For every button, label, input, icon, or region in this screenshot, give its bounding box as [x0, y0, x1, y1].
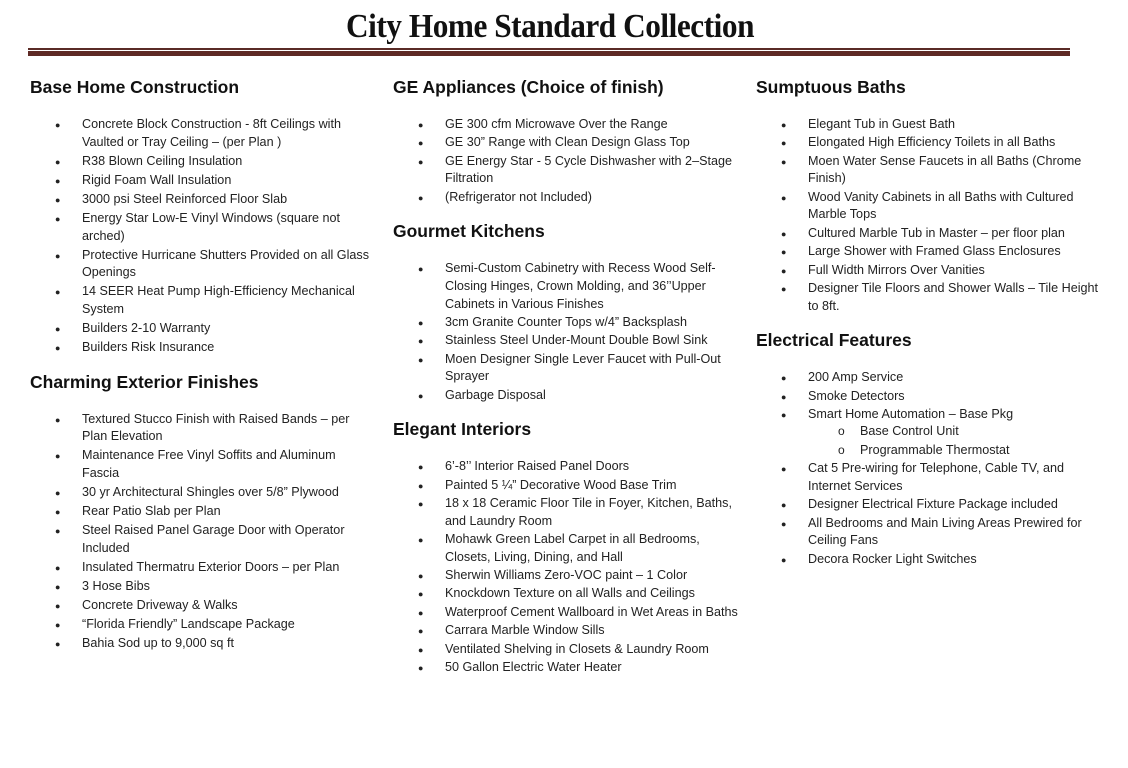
feature-list	[756, 369, 1101, 568]
list-item: ● Maintenance Free Vinyl Soffits and Aluminum Fascia	[55, 448, 336, 480]
list-item: ● Concrete Block Construction - 8ft Ceilings with Vaulted or Tray Ceiling – (per Plan )	[55, 117, 341, 149]
list-item: ● “Florida Friendly” Landscape Package	[30, 616, 375, 634]
section-gourmet-kitchens	[393, 220, 738, 404]
list-item: ● Full Width Mirrors Over Vanities	[756, 262, 1101, 280]
column-2	[393, 76, 738, 691]
list-item: ● Bahia Sod up to 9,000 sq ft	[30, 635, 375, 653]
list-item: ● Decora Rocker Light Switches	[756, 551, 1101, 569]
page-title: City Home Standard Collection	[345, 8, 755, 45]
bullet-icon: ●	[55, 213, 61, 224]
list-item: ● Smart Home Automation – Base Pkg o Base Control Unit o Programmable Thermostat	[756, 406, 1101, 460]
bullet-icon: ●	[55, 451, 61, 462]
list-item: ● R38 Blown Ceiling Insulation	[30, 153, 375, 171]
bullet-icon: ●	[418, 462, 424, 473]
bullet-icon: ●	[55, 582, 61, 593]
bullet-icon: ●	[418, 571, 424, 582]
list-item: ● Elongated High Efficiency Toilets in all Baths	[756, 134, 1101, 152]
section-sumptuous-baths	[756, 76, 1101, 315]
list-item: ● Carrara Marble Window Sills	[393, 622, 738, 640]
list-item: ● Moen Designer Single Lever Faucet with Pull-Out Sprayer	[418, 351, 721, 384]
list-item: ● Smoke Detectors	[756, 388, 1101, 406]
bullet-icon: ●	[418, 499, 424, 510]
bullet-icon: ●	[55, 507, 61, 518]
list-item: ● Rigid Foam Wall Insulation	[30, 172, 375, 190]
bullet-icon: ●	[418, 264, 424, 275]
list-item: ● (Refrigerator not Included)	[393, 189, 738, 207]
list-item: ● 3cm Granite Counter Tops w/4” Backsplash	[393, 314, 738, 332]
section-heading: GE Appliances (Choice of finish)	[393, 77, 664, 97]
bullet-icon: ●	[418, 663, 424, 673]
bullet-icon: ●	[781, 138, 787, 149]
list-item: ● 18 x 18 Ceramic Floor Tile in Foyer, Kitchen, Baths, and Laundry Room	[418, 496, 732, 528]
list-item: ● Builders 2-10 Warranty	[30, 320, 375, 338]
section-heading: Gourmet Kitchens	[393, 221, 545, 242]
list-item: ● GE 30” Range with Clean Design Glass Top	[393, 134, 738, 152]
list-item: ● Steel Raised Panel Garage Door with Operator Included	[55, 523, 345, 555]
bullet-icon: ●	[418, 607, 424, 618]
bullet-icon: ●	[781, 391, 787, 402]
list-item: ● Sherwin Williams Zero-VOC paint – 1 Color	[393, 567, 738, 585]
list-item: ● 3000 psi Steel Reinforced Floor Slab	[30, 191, 375, 209]
bullet-icon: ●	[418, 535, 424, 546]
list-item: ● Mohawk Green Label Carpet in all Bedrooms, Closets, Living, Dining, and Hall	[418, 532, 700, 564]
bullet-icon: ●	[418, 390, 424, 401]
bullet-icon: ●	[55, 639, 61, 650]
bullet-icon: ●	[781, 120, 787, 130]
section-heading: Charming Exterior Finishes	[30, 371, 259, 392]
bullet-icon: ●	[781, 192, 787, 203]
bullet-icon: ●	[55, 324, 61, 335]
list-item: ● Designer Electrical Fixture Package included	[756, 496, 1101, 514]
bullet-icon: ●	[418, 644, 424, 655]
bullet-icon: ●	[418, 120, 424, 130]
bullet-icon: ●	[55, 120, 61, 130]
list-item: ● 200 Amp Service	[756, 369, 1101, 387]
feature-list	[30, 411, 375, 653]
bullet-icon: ●	[781, 373, 787, 384]
column-3	[756, 76, 1101, 582]
list-item: ● All Bedrooms and Main Living Areas Prewired for Ceiling Fans	[781, 515, 1082, 548]
bullet-icon: ●	[781, 500, 787, 511]
bullet-icon: ●	[781, 518, 787, 529]
title-rule-thin	[28, 48, 1070, 50]
section-charming-exterior-finishes	[30, 371, 375, 653]
list-item: ● Semi-Custom Cabinetry with Recess Wood Self-Closing Hinges, Crown Molding, and 36’’Upper Cabinets in Various Finishes	[418, 261, 716, 311]
list-item: ● Cultured Marble Tub in Master – per floor plan	[756, 225, 1101, 243]
bullet-icon: ●	[55, 343, 61, 354]
feature-list	[30, 116, 375, 357]
section-elegant-interiors	[393, 418, 738, 676]
list-item: ● Designer Tile Floors and Shower Walls – Tile Height to 8ft.	[781, 280, 1099, 313]
circle-bullet-icon: o	[838, 442, 845, 457]
list-item: ● Ventilated Shelving in Closets & Laundry Room	[393, 641, 738, 659]
list-item: ● Painted 5 ¼” Decorative Wood Base Trim	[393, 477, 738, 495]
list-item: ● GE Energy Star - 5 Cycle Dishwasher with 2–Stage Filtration	[418, 153, 732, 186]
bullet-icon: ●	[418, 480, 424, 491]
bullet-icon: ●	[781, 156, 787, 167]
bullet-icon: ●	[55, 414, 61, 425]
bullet-icon: ●	[55, 156, 61, 167]
list-item: ● Builders Risk Insurance	[30, 339, 375, 357]
section-heading: Sumptuous Baths	[756, 77, 906, 97]
bullet-icon: ●	[418, 354, 424, 365]
list-item: ● 50 Gallon Electric Water Heater	[393, 659, 738, 677]
list-item: ● Wood Vanity Cabinets in all Baths with Cultured Marble Tops	[781, 189, 1074, 222]
bullet-icon: ●	[781, 283, 787, 294]
bullet-icon: ●	[781, 409, 787, 420]
bullet-icon: ●	[781, 247, 787, 258]
column-1	[30, 76, 375, 667]
list-item: ● Insulated Thermatru Exterior Doors – per Plan	[30, 559, 375, 577]
list-item: ● 6’-8’’ Interior Raised Panel Doors	[393, 458, 738, 476]
bullet-icon: ●	[781, 464, 787, 475]
list-item: ● Stainless Steel Under-Mount Double Bowl Sink	[393, 332, 738, 350]
bullet-icon: ●	[418, 138, 424, 149]
sub-feature-list	[756, 423, 1101, 459]
bullet-icon: ●	[55, 175, 61, 186]
bullet-icon: ●	[418, 336, 424, 347]
list-item: ● Cat 5 Pre-wiring for Telephone, Cable TV, and Internet Services	[781, 461, 1064, 493]
title-rule-thick	[28, 51, 1070, 56]
section-heading: Base Home Construction	[30, 77, 240, 97]
section-heading: Electrical Features	[756, 330, 912, 351]
bullet-icon: ●	[418, 192, 424, 203]
list-item: ● Knockdown Texture on all Walls and Ceilings	[393, 585, 738, 603]
bullet-icon: ●	[55, 287, 61, 298]
list-item: ● GE 300 cfm Microwave Over the Range	[393, 116, 738, 134]
list-item: ● Moen Water Sense Faucets in all Baths (Chrome Finish)	[781, 153, 1082, 186]
list-item: ● Waterproof Cement Wallboard in Wet Areas in Baths	[393, 604, 738, 622]
list-item: ● Rear Patio Slab per Plan	[30, 503, 375, 521]
bullet-icon: ●	[781, 228, 787, 239]
feature-list	[393, 116, 738, 206]
circle-bullet-icon: o	[838, 424, 845, 439]
bullet-icon: ●	[55, 194, 61, 205]
list-item: ● Large Shower with Framed Glass Enclosures	[756, 243, 1101, 261]
list-item: ● Garbage Disposal	[393, 387, 738, 405]
list-item: ● 14 SEER Heat Pump High-Efficiency Mechanical System	[55, 284, 355, 316]
bullet-icon: ●	[781, 265, 787, 276]
list-item: ● 3 Hose Bibs	[30, 578, 375, 596]
bullet-icon: ●	[418, 317, 424, 328]
list-item: ● Protective Hurricane Shutters Provided on all Glass Openings	[55, 247, 369, 280]
sub-list-item: o Programmable Thermostat	[756, 442, 1101, 460]
bullet-icon: ●	[781, 554, 787, 565]
feature-list	[393, 260, 738, 404]
bullet-icon: ●	[55, 250, 61, 261]
bullet-icon: ●	[55, 601, 61, 612]
feature-list	[393, 458, 738, 676]
list-item: ● Energy Star Low-E Vinyl Windows (square not arched)	[55, 210, 341, 243]
bullet-icon: ●	[418, 589, 424, 600]
section-ge-appliances	[393, 76, 738, 206]
sub-list-item: o Base Control Unit	[756, 423, 1101, 441]
bullet-icon: ●	[418, 156, 424, 167]
bullet-icon: ●	[55, 562, 61, 573]
list-item: ● Concrete Driveway & Walks	[30, 597, 375, 615]
list-item: ● Textured Stucco Finish with Raised Bands – per Plan Elevation	[55, 411, 350, 444]
section-base-home-construction	[30, 76, 375, 357]
section-electrical-features	[756, 329, 1101, 568]
feature-list	[756, 116, 1101, 315]
bullet-icon: ●	[418, 626, 424, 637]
bullet-icon: ●	[55, 620, 61, 631]
list-item: ● Elegant Tub in Guest Bath	[756, 116, 1101, 134]
section-heading: Elegant Interiors	[393, 419, 532, 440]
list-item: ● 30 yr Architectural Shingles over 5/8” Plywood	[30, 484, 375, 502]
bullet-icon: ●	[55, 488, 61, 499]
bullet-icon: ●	[55, 526, 61, 537]
